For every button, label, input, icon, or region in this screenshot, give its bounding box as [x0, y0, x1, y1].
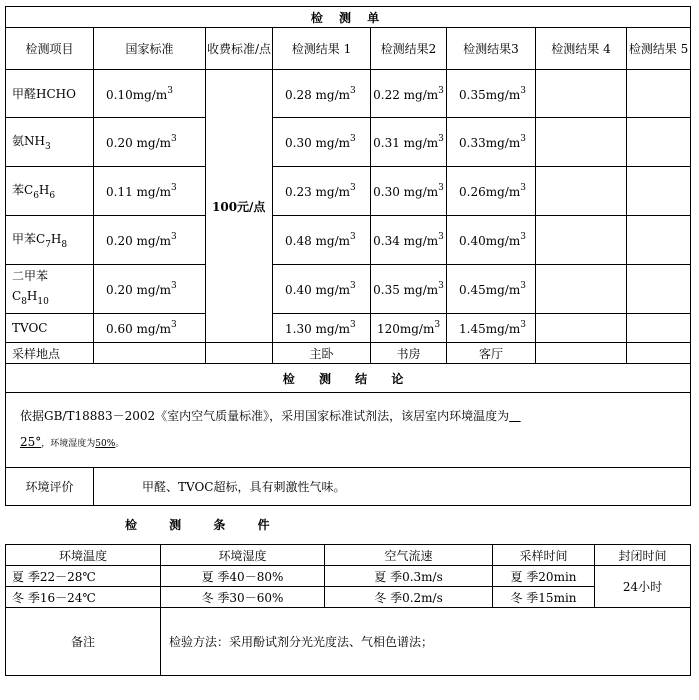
- evaluation-label: 环境评价: [6, 468, 94, 506]
- standard-value: 0.20 $mg/m^3$: [94, 265, 206, 314]
- conclusion-title: 检 测 结 论: [6, 364, 691, 393]
- result-4: [536, 70, 627, 118]
- result-3: $0.33mg/m^3$: [447, 118, 536, 167]
- result-5: [627, 314, 691, 343]
- standard-value: 0.20 $mg/m^3$: [94, 216, 206, 265]
- summer-humidity: 夏 季40－80%: [161, 566, 325, 587]
- item-name: TVOC: [6, 314, 94, 343]
- winter-airflow: 冬 季0.2m/s: [325, 587, 493, 608]
- remark-label: 备注: [6, 608, 161, 676]
- item-name: 氨$NH_3$: [6, 118, 94, 167]
- item-name: 甲醛HCHO: [6, 70, 94, 118]
- item-name: 苯$C_6H_6$: [6, 167, 94, 216]
- report-title: 检 测 单: [6, 7, 691, 28]
- result-3: $0.35mg/m^3$: [447, 70, 536, 118]
- sampling-location-3: 客厅: [447, 343, 536, 364]
- conditions-title: 检 测 条 件: [125, 518, 284, 532]
- table-row: [6, 216, 691, 265]
- item-name: 甲苯$C_7H_8$: [6, 216, 94, 265]
- header-humidity: 环境湿度: [161, 545, 325, 566]
- header-fee: 收费标准/点: [206, 28, 273, 70]
- header-item: 检测项目: [6, 28, 94, 70]
- result-3: $1.45mg/m^3$: [447, 314, 536, 343]
- header-result-3: 检测结果3: [447, 28, 536, 70]
- result-2: $120mg/m^3$: [371, 314, 447, 343]
- remark-text: 检验方法：采用酚试剂分光光度法、气相色谱法；: [161, 608, 691, 676]
- result-2: 0.22 $mg/m^3$: [371, 70, 447, 118]
- table-row: [6, 70, 691, 118]
- result-5: [627, 118, 691, 167]
- result-5: [627, 70, 691, 118]
- result-1: 0.48 $mg/m^3$: [273, 216, 371, 265]
- table-row: [6, 314, 691, 343]
- result-1: 0.30 $mg/m^3$: [273, 118, 371, 167]
- summer-temperature: 夏 季22－28℃: [6, 566, 161, 587]
- evaluation-text: 甲醛、TVOC超标，具有刺激性气味。: [94, 468, 691, 506]
- header-closed-time: 封闭时间: [595, 545, 691, 566]
- standard-value: 0.11 $mg/m^3$: [94, 167, 206, 216]
- sampling-location-1: 主卧: [273, 343, 371, 364]
- sampling-row: [6, 343, 691, 364]
- result-4: [536, 216, 627, 265]
- result-5: [627, 216, 691, 265]
- conditions-table: [5, 544, 691, 676]
- standard-value: 0.20 $mg/m^3$: [94, 118, 206, 167]
- result-4: [536, 265, 627, 314]
- header-temperature: 环境温度: [6, 545, 161, 566]
- result-5: [627, 167, 691, 216]
- result-2: 0.31 $mg/m^3$: [371, 118, 447, 167]
- conclusion-basis: 依据GB/T18883－2002《室内空气质量标准》，采用国家标准试剂法，该居室内环境温度为 25°，环境湿度为50%。: [6, 393, 691, 468]
- closed-time-value: 24小时: [595, 566, 691, 608]
- table-row: [6, 265, 691, 314]
- winter-humidity: 冬 季30－60%: [161, 587, 325, 608]
- result-1: 1.30 $mg/m^3$: [273, 314, 371, 343]
- result-1: 0.40 $mg/m^3$: [273, 265, 371, 314]
- header-result-1: 检测结果 1: [273, 28, 371, 70]
- fee-value: 100元/点: [206, 70, 273, 343]
- header-sampling-time: 采样时间: [493, 545, 595, 566]
- summer-row: [6, 566, 691, 587]
- table-row: [6, 167, 691, 216]
- result-3: $0.40mg/m^3$: [447, 216, 536, 265]
- standard-value: $0.10mg/m^3$: [94, 70, 206, 118]
- result-4: [536, 314, 627, 343]
- winter-temperature: 冬 季16－24℃: [6, 587, 161, 608]
- result-1: 0.23 $mg/m^3$: [273, 167, 371, 216]
- inspection-table: [5, 6, 691, 506]
- header-result-2: 检测结果2: [371, 28, 447, 70]
- result-4: [536, 167, 627, 216]
- result-4: [536, 118, 627, 167]
- result-3: $0.26mg/m^3$: [447, 167, 536, 216]
- result-2: 0.30 $mg/m^3$: [371, 167, 447, 216]
- winter-sampling-time: 冬 季15min: [493, 587, 595, 608]
- summer-sampling-time: 夏 季20min: [493, 566, 595, 587]
- winter-row: [6, 587, 691, 608]
- header-result-5: 检测结果 5: [627, 28, 691, 70]
- header-airflow: 空气流速: [325, 545, 493, 566]
- sampling-location-2: 书房: [371, 343, 447, 364]
- result-5: [627, 265, 691, 314]
- standard-value: 0.60 $mg/m^3$: [94, 314, 206, 343]
- table-row: [6, 118, 691, 167]
- header-result-4: 检测结果 4: [536, 28, 627, 70]
- result-2: 0.35 $mg/m^3$: [371, 265, 447, 314]
- item-name: 二甲苯 $C_8H_{10}$: [6, 265, 94, 314]
- header-standard: 国家标准: [94, 28, 206, 70]
- result-1: 0.28 $mg/m^3$: [273, 70, 371, 118]
- summer-airflow: 夏 季0.3m/s: [325, 566, 493, 587]
- result-2: 0.34 $mg/m^3$: [371, 216, 447, 265]
- result-3: $0.45mg/m^3$: [447, 265, 536, 314]
- sampling-label: 采样地点: [6, 343, 94, 364]
